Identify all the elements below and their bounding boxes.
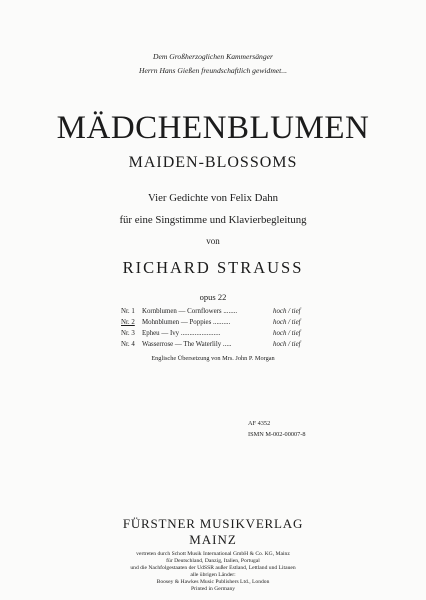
song-item bbox=[121, 339, 371, 350]
representation-line-2: für Deutschland, Danzig, Italien, Portugal bbox=[166, 558, 260, 564]
catalog-number: AF 4352 bbox=[248, 420, 271, 427]
ismn-number: ISMN M-002-00007-8 bbox=[248, 431, 306, 438]
dedication-line-2: Herrn Hans Gießen freundschaftlich gewidmet... bbox=[139, 66, 287, 75]
song-list bbox=[121, 306, 371, 350]
work-title: MÄDCHENBLUMEN bbox=[56, 110, 370, 146]
by-label: von bbox=[206, 236, 220, 246]
song-number: Nr. 3 bbox=[121, 330, 135, 337]
song-voices: hoch / tief bbox=[273, 319, 301, 326]
opus-number: opus 22 bbox=[199, 292, 227, 302]
representation-line-6: Printed in Germany bbox=[190, 586, 236, 592]
song-number: Nr. 1 bbox=[121, 308, 135, 315]
translation-credit: Englische Übersetzung von Mrs. John P. Morgan bbox=[151, 355, 275, 362]
song-number: Nr. 2 bbox=[121, 319, 135, 326]
song-title: Wasserrose — The Waterlily ..... bbox=[142, 341, 232, 348]
song-voices: hoch / tief bbox=[273, 341, 301, 348]
song-title: Epheu — Ivy ....................... bbox=[142, 330, 221, 337]
song-title: Kornblumen — Cornflowers ........ bbox=[142, 308, 238, 315]
representation-line-1: vertreten durch Schott Musik International GmbH & Co. KG, Mainz bbox=[136, 551, 290, 557]
song-number: Nr. 4 bbox=[121, 341, 135, 348]
representation-line-4: alle übrigen Länder: bbox=[190, 572, 236, 578]
song-item bbox=[121, 317, 371, 328]
description-line-1: Vier Gedichte von Felix Dahn bbox=[147, 192, 279, 204]
description-line-2: für eine Singstimme und Klavierbegleitung bbox=[119, 214, 307, 226]
song-voices: hoch / tief bbox=[273, 330, 301, 337]
dedication-line-1: Dem Großherzoglichen Kammersänger bbox=[153, 52, 273, 61]
representation-line-5: Boosey & Hawkes Music Publishers Ltd., London bbox=[156, 579, 270, 585]
song-item bbox=[121, 328, 371, 339]
song-voices: hoch / tief bbox=[273, 308, 301, 315]
publisher-name: FÜRSTNER MUSIKVERLAG bbox=[122, 516, 304, 531]
song-title: Mohnblumen — Poppies .......... bbox=[142, 319, 231, 326]
representation-line-3: und die Nachfolgestaaten der UdSSR außer Estland, Lettland und Litauen bbox=[130, 565, 296, 571]
song-item bbox=[121, 306, 371, 317]
publisher-city: MAINZ bbox=[189, 532, 237, 547]
work-subtitle: MAIDEN-BLOSSOMS bbox=[128, 154, 298, 171]
composer-name: RICHARD STRAUSS bbox=[122, 258, 304, 277]
